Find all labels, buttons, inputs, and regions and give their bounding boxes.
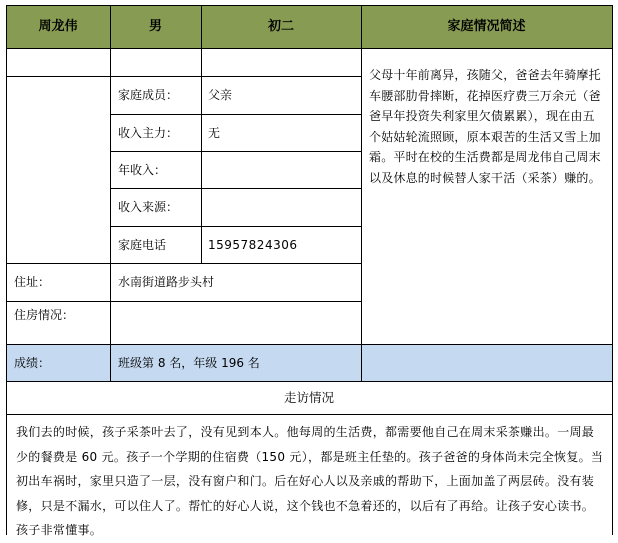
- housing-label: 住房情况：: [14, 308, 75, 322]
- grade-cell: 初二: [201, 5, 361, 48]
- name-cell: 周龙伟: [6, 5, 110, 48]
- grid-line: [6, 5, 613, 6]
- grid-line: [6, 381, 613, 382]
- grades-blank-cell: [361, 344, 612, 381]
- grades-value: 班级第 8 名，年级 196 名: [110, 344, 361, 381]
- income-source-value: [201, 188, 361, 226]
- address-value: 水南街道路步头村: [118, 275, 215, 289]
- visit-text: 我们去的时候，孩子采茶叶去了，没有见到本人。他每周的生活费，都需要他自己在周末采茶赚出。一周最少的餐费是 60 元。孩子一个学期的住宿费（150 元），都是班主任垫的。孩子爸爸的身体尚未完全恢复。当初出车祸时，家里只造了一层，没有窗户和门。后在好心人以及亲戚的帮助下，上面加盖了两层砖。没有装修，只是不漏水，可以住人了。帮忙的好心人说，这个钱也不急着还的，以后有了再给。让孩子安心读书。孩子非常懂事。: [16, 425, 604, 537]
- main-earner-value: 无: [208, 125, 221, 140]
- grid-line: [110, 226, 361, 227]
- grid-line: [612, 5, 613, 535]
- phone-label: 家庭电话: [118, 237, 167, 252]
- grid-line: [110, 151, 361, 152]
- grid-line: [361, 5, 362, 381]
- gender-cell: 男: [110, 5, 201, 48]
- family-member-value: 父亲: [208, 88, 233, 102]
- grid-line: [110, 188, 361, 189]
- main-earner-label: 收入主力：: [118, 125, 179, 140]
- grid-line: [6, 414, 613, 415]
- housing-value: [110, 301, 361, 344]
- grid-line: [110, 76, 111, 381]
- summary-title-cell: 家庭情况简述: [361, 5, 612, 48]
- phone-value: 15957824306: [208, 237, 298, 252]
- family-summary-text: 父母十年前离异，孩随父，爸爸去年骑摩托车腰部肋骨摔断，花掉医疗费三万余元（爸爸早年投资失利家里欠债累累），现在由五个姑姑轮流照顾，原本艰苦的生活又雪上加霜。平时在校的生活费都是周龙伟自己周末以及休息的时候替人家干活（采茶）赚的。: [369, 68, 601, 185]
- family-member-label: 家庭成员：: [118, 88, 179, 102]
- grid-line: [110, 114, 361, 115]
- annual-income-value: [201, 151, 361, 188]
- income-source-label: 收入来源：: [118, 200, 179, 214]
- grid-line: [6, 48, 613, 49]
- visit-title: 走访情况: [283, 389, 334, 405]
- address-label: 住址：: [14, 275, 51, 289]
- grid-line: [6, 76, 361, 77]
- grid-line: [6, 263, 361, 264]
- grid-line: [201, 5, 202, 263]
- grid-line: [6, 301, 361, 302]
- grid-line: [6, 5, 7, 535]
- grades-label: 成绩：: [6, 344, 110, 381]
- grid-line: [110, 5, 111, 77]
- grid-line: [6, 344, 613, 345]
- annual-income-label: 年收入：: [118, 162, 167, 177]
